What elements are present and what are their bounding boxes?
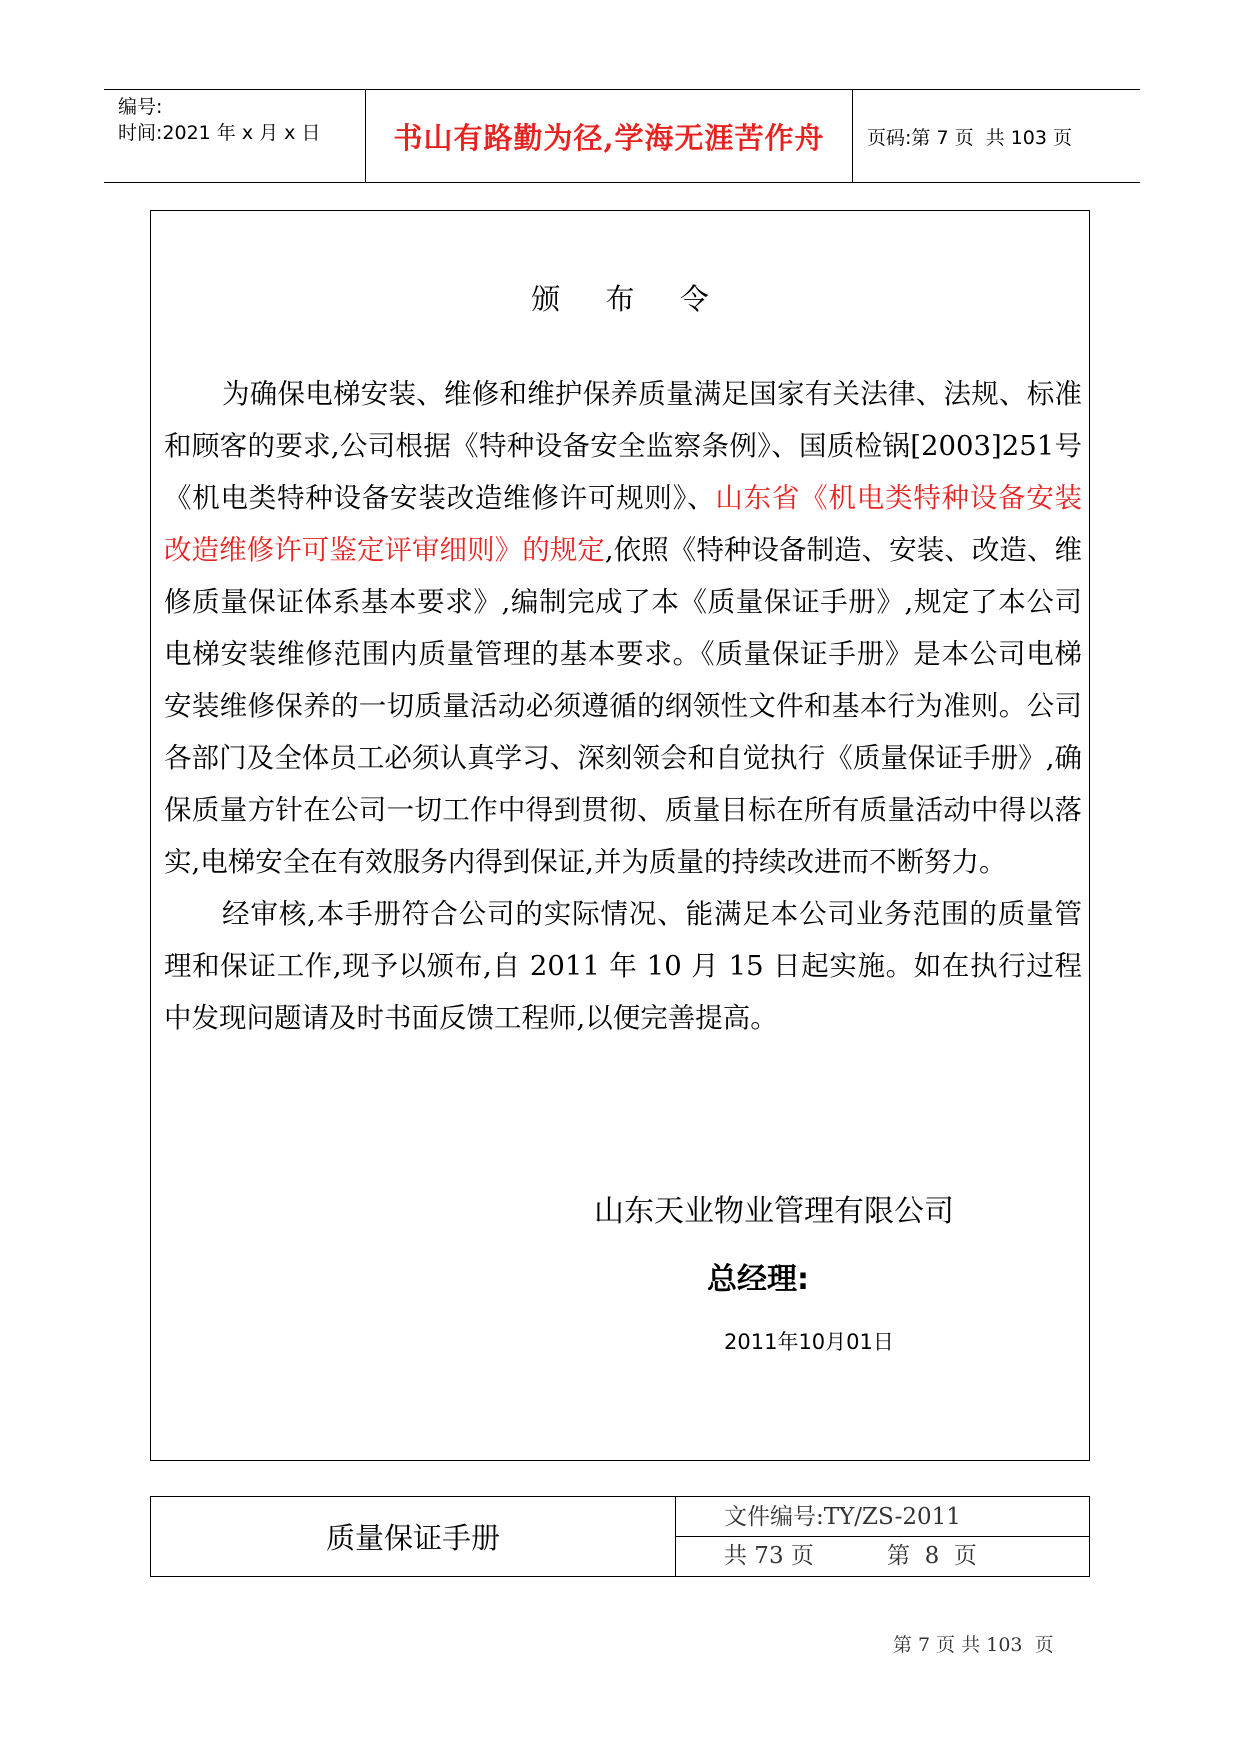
file-number: 文件编号:TY/ZS-2011: [676, 1497, 1090, 1537]
paragraph-1-part-2: ,依照《特种设备制造、安装、改造、维修质量保证体系基本要求》,编制完成了本《质量保证手册》,规定了本公司电梯安装维修范围内质量管理的基本要求。《质量保证手册》是本公司电梯安装维修保养的一切质量活动必须遵循的纲领性文件和基本行为准则。公司各部门及全体员工必须认真学习、深刻领会和自觉执行《质量保证手册》,确保质量方针在公司一切工作中得到贯彻、质量目标在所有质量活动中得以落实,电梯安全在有效服务内得到保证,并为质量的持续改进而不断努力。: [164, 534, 1083, 878]
paragraph-1-red-text: 山东省《机电类特种设备安装改造维修许可鉴定评审细则》的规定: [164, 482, 1082, 566]
manual-footer-table: [150, 1496, 1090, 1577]
page-footer: 第 7 页 共 103 页: [893, 1634, 1054, 1656]
general-manager-label: 总经理:: [707, 1262, 809, 1297]
header-page-label: 页码:第 7 页 共 103 页: [867, 126, 1072, 149]
manual-title: 质量保证手册: [151, 1497, 676, 1576]
decree-body: [164, 368, 1082, 1044]
header-motto: 书山有路勤为径,学海无涯苦作舟: [366, 90, 853, 182]
decree-title: 颁 布 令: [531, 282, 727, 316]
number-label: 编号:: [118, 96, 163, 118]
manual-pages: 共 73 页 第 8 页: [724, 1543, 977, 1569]
header-meta: [104, 90, 366, 182]
time-label: 时间:2021 年 x 月 x 日: [118, 122, 321, 144]
decree-box: [150, 210, 1090, 1461]
paragraph-1: [164, 368, 1082, 888]
company-name: 山东天业物业管理有限公司: [594, 1194, 954, 1229]
document-header: [104, 89, 1140, 183]
paragraph-1-part-1: 为确保电梯安装、维修和维护保养质量满足国家有关法律、法规、标准和顾客的要求,公司根据《特种设备安全监察条例》、国质检锅[2003]251号《机电类特种设备安装改造维修许可规则》、: [164, 378, 1082, 514]
paragraph-2: 经审核,本手册符合公司的实际情况、能满足本公司业务范围的质量管理和保证工作,现予以颁布,自 2011 年 10 月 15 日起实施。如在执行过程中发现问题请及时书面反馈工程师,以便完善提高。: [164, 898, 1082, 1034]
issue-date: 2011年10月01日: [724, 1330, 894, 1354]
